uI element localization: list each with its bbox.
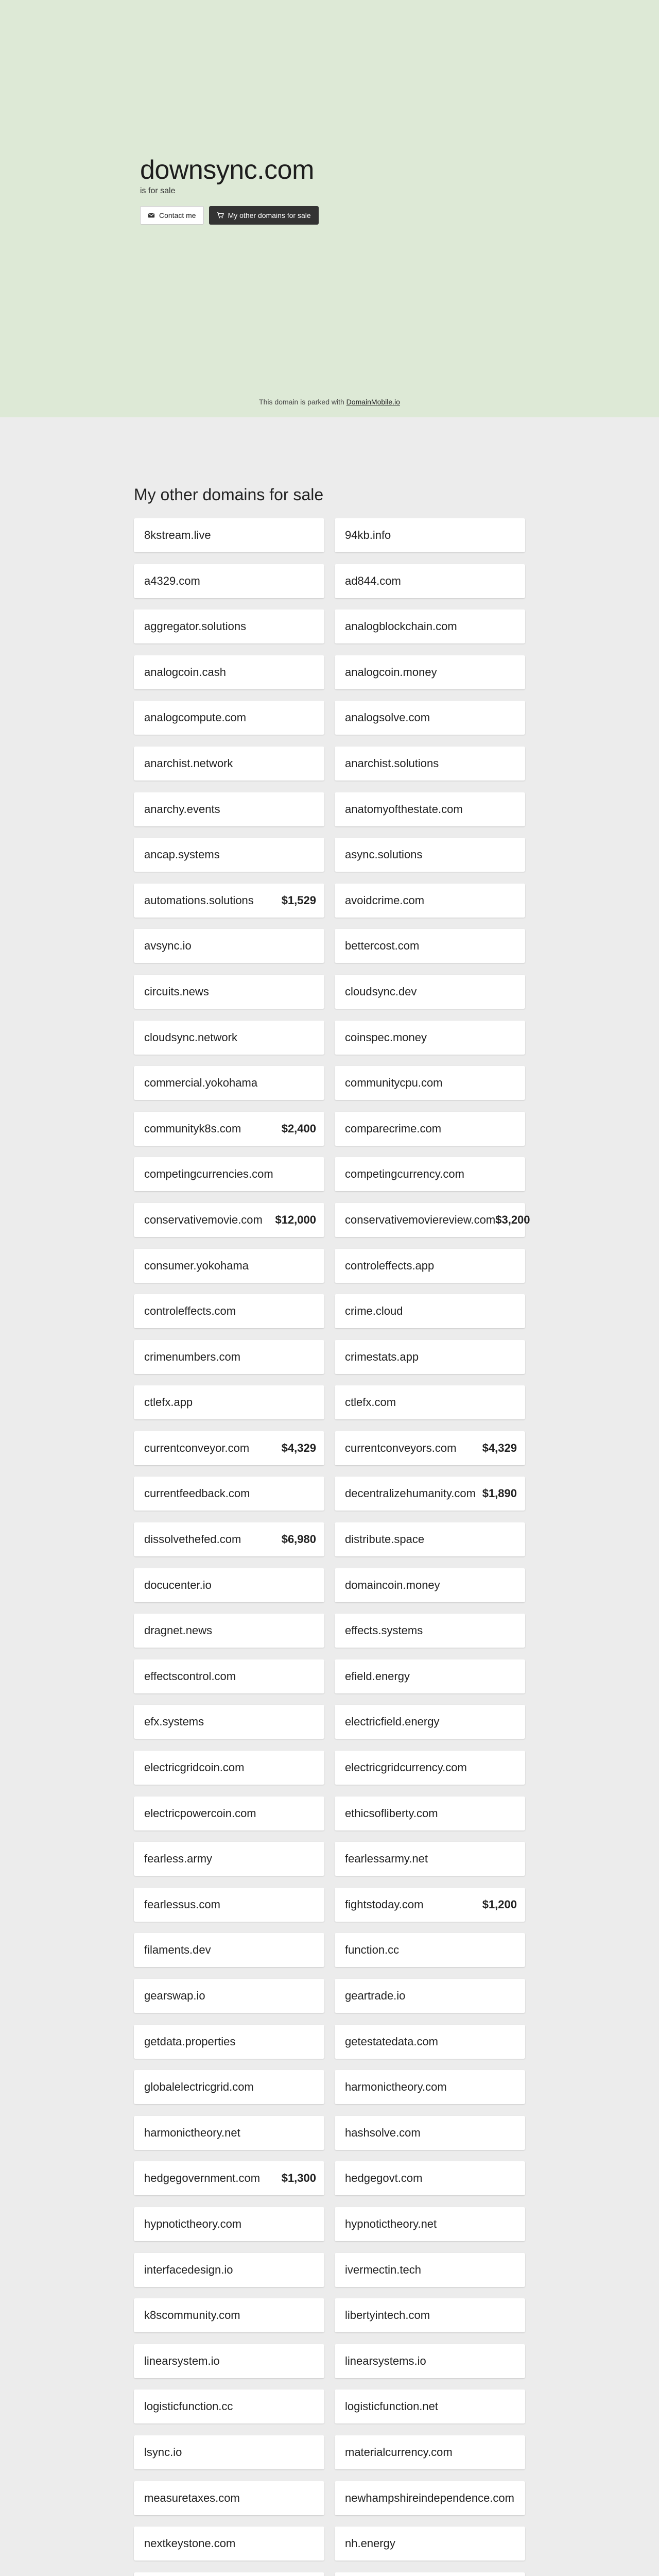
domain-name: communitycpu.com: [345, 1076, 443, 1090]
domain-card[interactable]: [134, 1385, 324, 1419]
domain-card[interactable]: [335, 1249, 525, 1283]
hero-section: [0, 0, 659, 417]
domain-name: dragnet.news: [144, 1624, 213, 1637]
domain-name: automations.solutions: [144, 893, 254, 907]
domain-name: competingcurrencies.com: [144, 1167, 273, 1181]
domain-card[interactable]: [335, 2435, 525, 2469]
domain-price: $4,329: [482, 1441, 517, 1454]
domain-card[interactable]: [335, 1979, 525, 2013]
domain-name: competingcurrency.com: [345, 1167, 464, 1181]
domain-name: gearswap.io: [144, 1989, 205, 2002]
section-title: My other domains for sale: [134, 485, 324, 504]
domain-name: controleffects.app: [345, 1259, 435, 1272]
domain-card[interactable]: [134, 884, 324, 918]
parked-notice: [0, 398, 659, 406]
domain-name: coinspec.money: [345, 1030, 427, 1044]
domain-card[interactable]: [134, 1933, 324, 1967]
domain-card[interactable]: [134, 1066, 324, 1100]
domains-section: [134, 417, 530, 2576]
domain-name: ethicsofliberty.com: [345, 1806, 438, 1820]
domain-card[interactable]: [335, 2344, 525, 2378]
domain-name: fearless.army: [144, 1852, 213, 1866]
domain-name: effectscontrol.com: [144, 1669, 236, 1683]
domain-name: cloudsync.dev: [345, 985, 417, 998]
domain-name: fearlessarmy.net: [345, 1852, 428, 1866]
domain-card[interactable]: [335, 518, 525, 552]
domain-price: $1,300: [281, 2172, 316, 2185]
domain-card[interactable]: [335, 1157, 525, 1191]
domain-card[interactable]: [134, 2025, 324, 2059]
domain-card[interactable]: [335, 609, 525, 643]
parked-text: This domain is parked with: [259, 398, 344, 406]
domain-card[interactable]: [335, 1294, 525, 1328]
domain-card[interactable]: [134, 655, 324, 689]
domain-card[interactable]: [134, 609, 324, 643]
domain-card[interactable]: [335, 1797, 525, 1831]
domain-name: measuretaxes.com: [144, 2491, 240, 2504]
domain-name: newhampshireindependence.com: [345, 2491, 514, 2504]
domain-card[interactable]: [134, 1431, 324, 1465]
domain-name: anarchy.events: [144, 802, 220, 816]
domain-name: a4329.com: [144, 574, 200, 587]
domain-card[interactable]: [134, 2207, 324, 2241]
domain-card[interactable]: [134, 929, 324, 963]
domain-card[interactable]: [134, 2389, 324, 2424]
domain-name: anarchist.solutions: [345, 756, 439, 770]
domain-card[interactable]: [134, 2070, 324, 2104]
domain-card[interactable]: [134, 2253, 324, 2287]
domain-card[interactable]: [335, 1203, 530, 1237]
domain-name: avoidcrime.com: [345, 893, 425, 907]
domain-card[interactable]: [335, 564, 525, 598]
domain-card[interactable]: [335, 2025, 525, 2059]
domain-card[interactable]: [134, 2435, 324, 2469]
domain-name: ancap.systems: [144, 848, 220, 861]
domain-card[interactable]: [335, 2207, 525, 2241]
domain-card[interactable]: [335, 975, 525, 1009]
domain-card[interactable]: [134, 1842, 324, 1876]
domain-card[interactable]: [335, 2253, 525, 2287]
domain-name: crime.cloud: [345, 1304, 403, 1318]
domain-price: $2,400: [281, 1122, 316, 1135]
domain-card[interactable]: [335, 2527, 525, 2561]
domain-price: $4,329: [281, 1441, 316, 1454]
domain-card[interactable]: [134, 1979, 324, 2013]
domain-name: anarchist.network: [144, 756, 233, 770]
domain-card[interactable]: [134, 792, 324, 826]
domain-card[interactable]: [335, 2389, 525, 2424]
domain-card[interactable]: [134, 838, 324, 872]
domain-card[interactable]: [134, 747, 324, 781]
domain-name: libertyintech.com: [345, 2309, 430, 2322]
domain-name: electricfield.energy: [345, 1715, 440, 1728]
hero-content: [140, 155, 319, 225]
domain-card[interactable]: [134, 1751, 324, 1785]
domain-name: crimestats.app: [345, 1350, 419, 1363]
domain-card[interactable]: [335, 1705, 525, 1739]
domain-name: bettercost.com: [345, 939, 420, 953]
domain-card[interactable]: [134, 1888, 324, 1922]
domain-name: docucenter.io: [144, 1578, 212, 1591]
envelope-icon: [148, 212, 155, 219]
domain-card[interactable]: [134, 1112, 324, 1146]
domain-name: currentconveyor.com: [144, 1441, 250, 1454]
domain-name: circuits.news: [144, 985, 209, 998]
domain-card[interactable]: [134, 1340, 324, 1374]
domain-name: fightstoday.com: [345, 1897, 424, 1911]
domain-name: globalelectricgrid.com: [144, 2080, 254, 2094]
domain-card[interactable]: [335, 1340, 525, 1374]
domain-name: analogsolve.com: [345, 711, 430, 724]
domain-name: getestatedata.com: [345, 2035, 439, 2048]
domain-name: async.solutions: [345, 848, 423, 861]
domain-card[interactable]: [134, 1659, 324, 1693]
domain-card[interactable]: [335, 838, 525, 872]
domain-name: geartrade.io: [345, 1989, 406, 2002]
domain-name: k8scommunity.com: [144, 2309, 240, 2322]
domain-name: distribute.space: [345, 1533, 425, 1546]
domain-card[interactable]: [335, 2116, 525, 2150]
domain-card[interactable]: [335, 2298, 525, 2332]
domain-card[interactable]: [335, 2161, 525, 2195]
domain-name: effects.systems: [345, 1624, 423, 1637]
domain-name: lsync.io: [144, 2445, 182, 2459]
domain-name: communityk8s.com: [144, 1122, 241, 1135]
domain-card[interactable]: [335, 655, 525, 689]
domain-name: comparecrime.com: [345, 1122, 442, 1135]
domain-name: nextkeystone.com: [144, 2537, 236, 2550]
domain-card[interactable]: [335, 2572, 525, 2576]
domain-name: anatomyofthestate.com: [345, 802, 463, 816]
domain-name: harmonictheory.net: [144, 2126, 240, 2139]
domain-card[interactable]: [335, 1888, 525, 1922]
domain-card[interactable]: [134, 1021, 324, 1055]
domain-card[interactable]: [134, 1568, 324, 1602]
domain-card[interactable]: [134, 1477, 324, 1511]
domain-grid: [134, 518, 530, 2576]
domain-name: electricgridcurrency.com: [345, 1761, 467, 1774]
domain-name: electricpowercoin.com: [144, 1806, 256, 1820]
domain-name: 94kb.info: [345, 529, 391, 541]
domain-card[interactable]: [335, 1842, 525, 1876]
domain-name: currentconveyors.com: [345, 1441, 457, 1454]
domain-name: currentfeedback.com: [144, 1487, 250, 1500]
domain-card[interactable]: [335, 792, 525, 826]
domain-card[interactable]: [335, 701, 525, 735]
domain-card[interactable]: [134, 1157, 324, 1191]
domain-name: harmonictheory.com: [345, 2080, 447, 2094]
domain-card[interactable]: [134, 2527, 324, 2561]
domain-price: $3,200: [495, 1213, 530, 1226]
domain-price: $6,980: [281, 1533, 316, 1546]
domain-name: fearlessus.com: [144, 1897, 220, 1911]
domain-card[interactable]: [335, 2481, 525, 2515]
domain-card[interactable]: [335, 1933, 525, 1967]
domain-name: avsync.io: [144, 939, 192, 953]
domain-price: $1,200: [482, 1897, 517, 1911]
parking-service-link[interactable]: DomainMobile.io: [346, 398, 400, 406]
domain-name: aggregator.solutions: [144, 620, 247, 633]
other-domains-button-label: My other domains for sale: [228, 211, 311, 219]
domain-name: getdata.properties: [144, 2035, 236, 2048]
domain-card[interactable]: [134, 1249, 324, 1283]
domain-name: ctlefx.com: [345, 1396, 396, 1409]
domain-card[interactable]: [134, 564, 324, 598]
domain-card[interactable]: [134, 2298, 324, 2332]
domain-name: 8kstream.live: [144, 529, 211, 541]
domain-name: dissolvethefed.com: [144, 1533, 241, 1546]
domain-name: hypnotictheory.com: [144, 2217, 242, 2230]
domain-name: analogcoin.cash: [144, 665, 227, 679]
domain-name: commercial.yokohama: [144, 1076, 258, 1090]
domain-card[interactable]: [134, 1705, 324, 1739]
domain-name: decentralizehumanity.com: [345, 1487, 476, 1500]
domain-card[interactable]: [134, 1203, 324, 1237]
contact-button-label: Contact me: [159, 211, 196, 219]
domain-name: logisticfunction.net: [345, 2400, 438, 2413]
domain-name: crimenumbers.com: [144, 1350, 241, 1363]
domain-name: hashsolve.com: [345, 2126, 421, 2139]
domain-price: $1,890: [482, 1487, 517, 1500]
domain-card[interactable]: [134, 2161, 324, 2195]
domain-card[interactable]: [335, 884, 525, 918]
for-sale-subtitle: is for sale: [140, 187, 176, 195]
domain-card[interactable]: [335, 1021, 525, 1055]
domain-name: hedgegovt.com: [345, 2172, 423, 2185]
hero-buttons: [140, 206, 319, 225]
domain-card[interactable]: [335, 747, 525, 781]
domain-name: conservativemoviereview.com: [345, 1213, 496, 1226]
domain-name: filaments.dev: [144, 1943, 211, 1957]
domain-card[interactable]: [335, 1431, 525, 1465]
domain-name: ctlefx.app: [144, 1396, 193, 1409]
domain-name: hypnotictheory.net: [345, 2217, 437, 2230]
domain-name: ivermectin.tech: [345, 2263, 421, 2276]
domain-card[interactable]: [134, 2481, 324, 2515]
domain-name: ad844.com: [345, 574, 401, 587]
other-domains-button[interactable]: [209, 206, 319, 225]
domain-name: analogblockchain.com: [345, 620, 457, 633]
domain-card[interactable]: [134, 2116, 324, 2150]
domain-name: function.cc: [345, 1943, 400, 1957]
domain-name: nh.energy: [345, 2537, 395, 2550]
domain-name: controleffects.com: [144, 1304, 236, 1318]
domain-title: downsync.com: [140, 155, 314, 185]
domain-card[interactable]: [335, 1659, 525, 1693]
domain-name: hedgegovernment.com: [144, 2172, 261, 2185]
domain-name: materialcurrency.com: [345, 2445, 453, 2459]
domain-name: interfacedesign.io: [144, 2263, 233, 2276]
domain-card[interactable]: [335, 1385, 525, 1419]
domain-card[interactable]: [335, 1477, 525, 1511]
domain-card[interactable]: [335, 929, 525, 963]
domain-name: analogcoin.money: [345, 665, 437, 679]
domain-card[interactable]: [134, 975, 324, 1009]
contact-button[interactable]: [140, 206, 204, 225]
domain-card[interactable]: [134, 2344, 324, 2378]
domain-card[interactable]: [134, 518, 324, 552]
domain-card[interactable]: [335, 1522, 525, 1556]
domain-card[interactable]: [335, 2070, 525, 2104]
domain-card[interactable]: [335, 1066, 525, 1100]
domain-name: linearsystem.io: [144, 2354, 220, 2367]
domain-name: electricgridcoin.com: [144, 1761, 245, 1774]
domain-name: logisticfunction.cc: [144, 2400, 233, 2413]
domain-name: domaincoin.money: [345, 1578, 440, 1591]
domain-card[interactable]: [335, 1568, 525, 1602]
domain-name: analogcompute.com: [144, 711, 247, 724]
domain-price: $1,529: [281, 893, 316, 907]
domain-card[interactable]: [134, 1797, 324, 1831]
domain-card[interactable]: [335, 1112, 525, 1146]
domain-name: conservativemovie.com: [144, 1213, 263, 1226]
domain-name: efx.systems: [144, 1715, 204, 1728]
domain-name: consumer.yokohama: [144, 1259, 249, 1272]
domain-card[interactable]: [335, 1751, 525, 1785]
domain-card[interactable]: [134, 1614, 324, 1648]
domain-card[interactable]: [134, 701, 324, 735]
domain-card[interactable]: [134, 1522, 324, 1556]
domain-name: cloudsync.network: [144, 1030, 237, 1044]
domain-card[interactable]: [134, 1294, 324, 1328]
domain-card[interactable]: [134, 2572, 324, 2576]
domain-name: linearsystems.io: [345, 2354, 426, 2367]
domain-price: $12,000: [275, 1213, 316, 1226]
cart-icon: [217, 212, 224, 219]
domain-card[interactable]: [335, 1614, 525, 1648]
domain-name: efield.energy: [345, 1669, 410, 1683]
